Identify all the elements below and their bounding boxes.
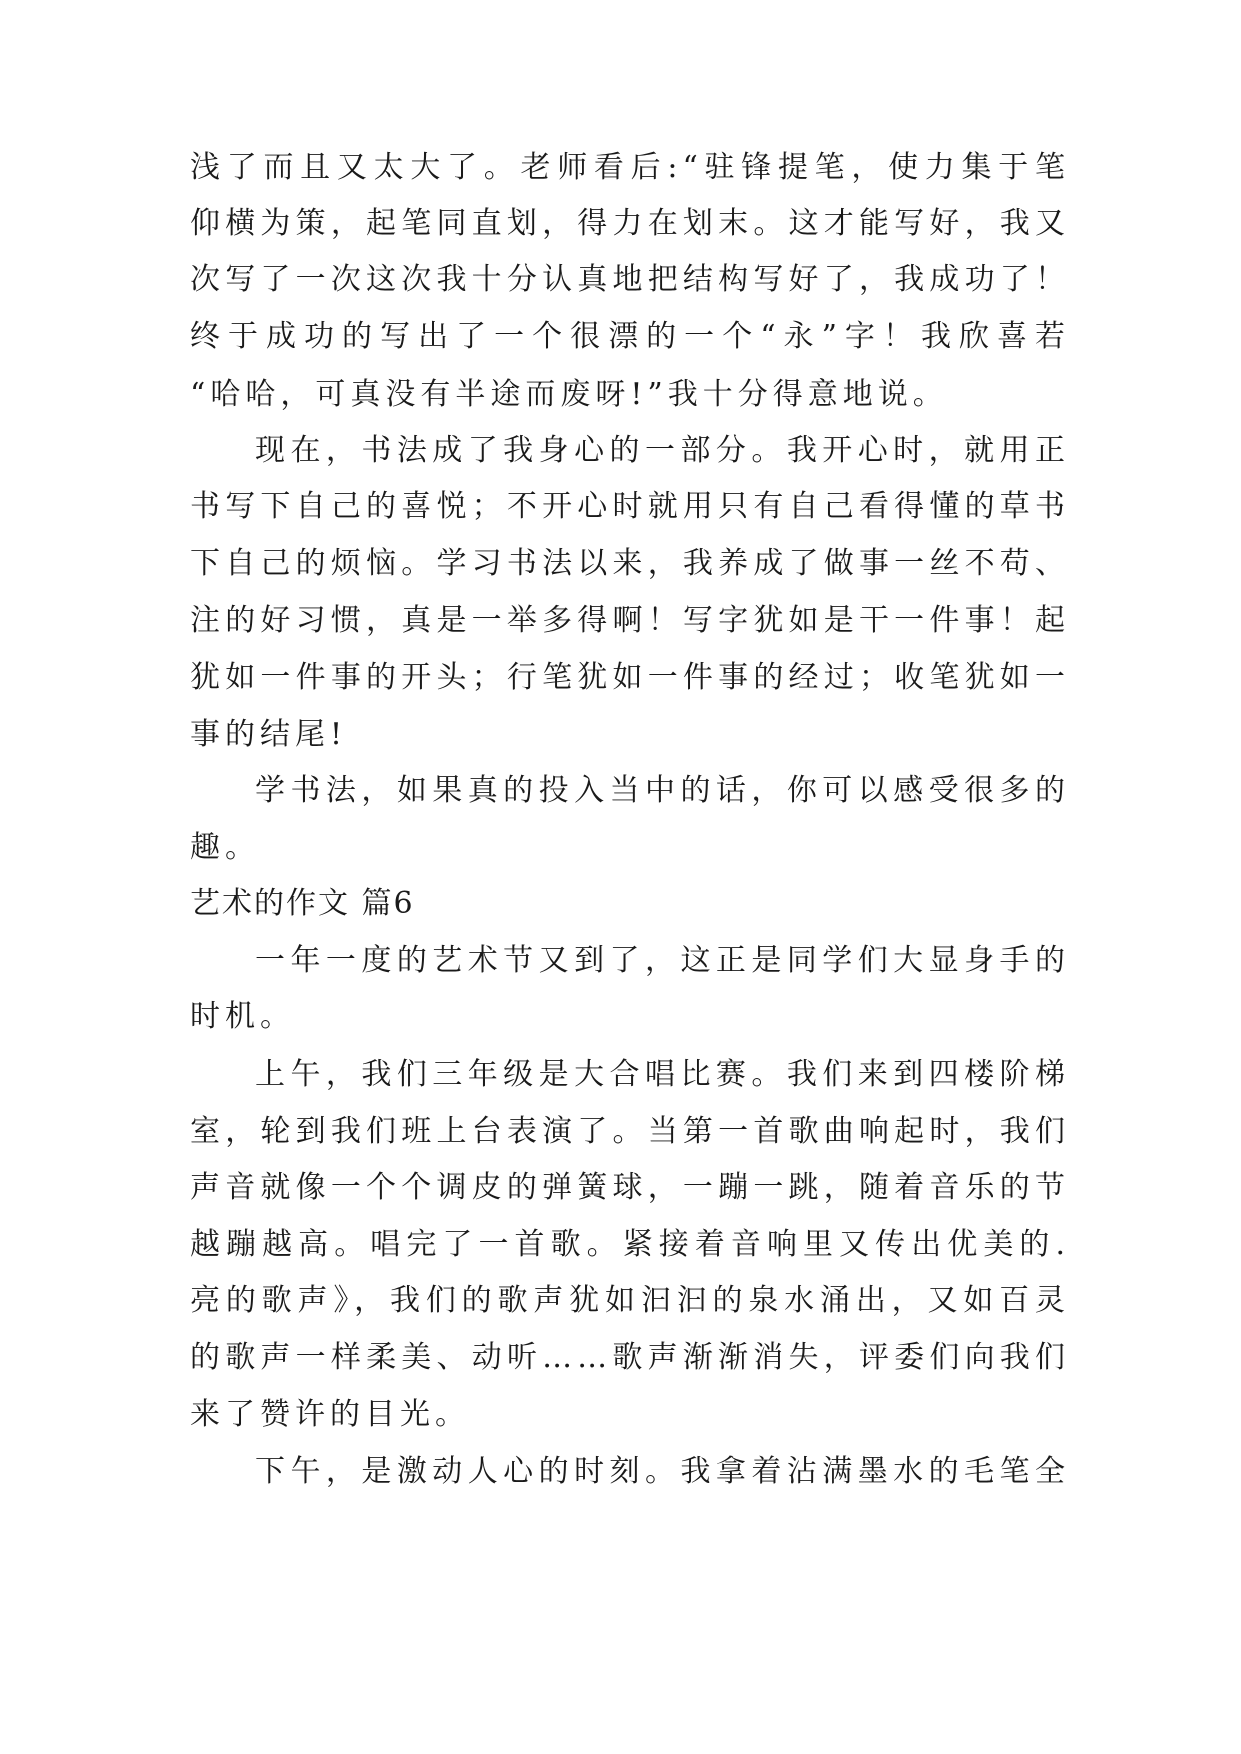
text-line: 注的好习惯，真是一举多得啊！写字犹如是干一件事！起 <box>190 603 1070 638</box>
text-line: “哈哈，可真没有半途而废呀!”我十分得意地说。 <box>190 377 948 412</box>
paragraph-first-line: 学书法，如果真的投入当中的话，你可以感受很多的 <box>255 773 1070 808</box>
text-line: 亮的歌声》，我们的歌声犹如汩汩的泉水涌出，又如百灵 <box>190 1283 1070 1318</box>
text-line: 时机。 <box>190 999 295 1034</box>
text-line: 浅了而且又太大了。老师看后:“驻锋提笔，使力集于笔 <box>190 150 1070 185</box>
paragraph-first-line: 现在，书法成了我身心的一部分。我开心时，就用正 <box>255 433 1070 468</box>
text-line: 事的结尾! <box>190 717 348 752</box>
text-line: 次写了一次这次我十分认真地把结构写好了，我成功了！ <box>190 262 1070 297</box>
text-line: 终于成功的写出了一个很漂的一个“永”字！我欣喜若 <box>190 319 1070 354</box>
text-line: 下自己的烦恼。学习书法以来，我养成了做事一丝不苟、 <box>190 546 1070 581</box>
paragraph-first-line: 一年一度的艺术节又到了，这正是同学们大显身手的 <box>255 943 1070 978</box>
text-line: 越蹦越高。唱完了一首歌。紧接着音响里又传出优美的. <box>190 1227 1070 1262</box>
paragraph-first-line: 上午，我们三年级是大合唱比赛。我们来到四楼阶梯 <box>255 1057 1070 1092</box>
text-line: 犹如一件事的开头；行笔犹如一件事的经过；收笔犹如一 <box>190 660 1070 695</box>
text-line: 的歌声一样柔美、动听……歌声渐渐消失，评委们向我们 <box>190 1340 1070 1375</box>
text-line: 书写下自己的喜悦；不开心时就用只有自己看得懂的草书 <box>190 489 1070 524</box>
text-line: 声音就像一个个调皮的弹簧球，一蹦一跳，随着音乐的节 <box>190 1170 1070 1205</box>
text-line: 趣。 <box>190 830 260 865</box>
text-line: 仰横为策，起笔同直划，得力在划末。这才能写好，我又 <box>190 206 1070 241</box>
text-line: 来了赞许的目光。 <box>190 1397 470 1432</box>
text-line: 室，轮到我们班上台表演了。当第一首歌曲响起时，我们 <box>190 1114 1070 1149</box>
paragraph-first-line: 下午，是激动人心的时刻。我拿着沾满墨水的毛笔全 <box>255 1454 1070 1489</box>
section-heading: 艺术的作文 篇6 <box>190 886 415 921</box>
